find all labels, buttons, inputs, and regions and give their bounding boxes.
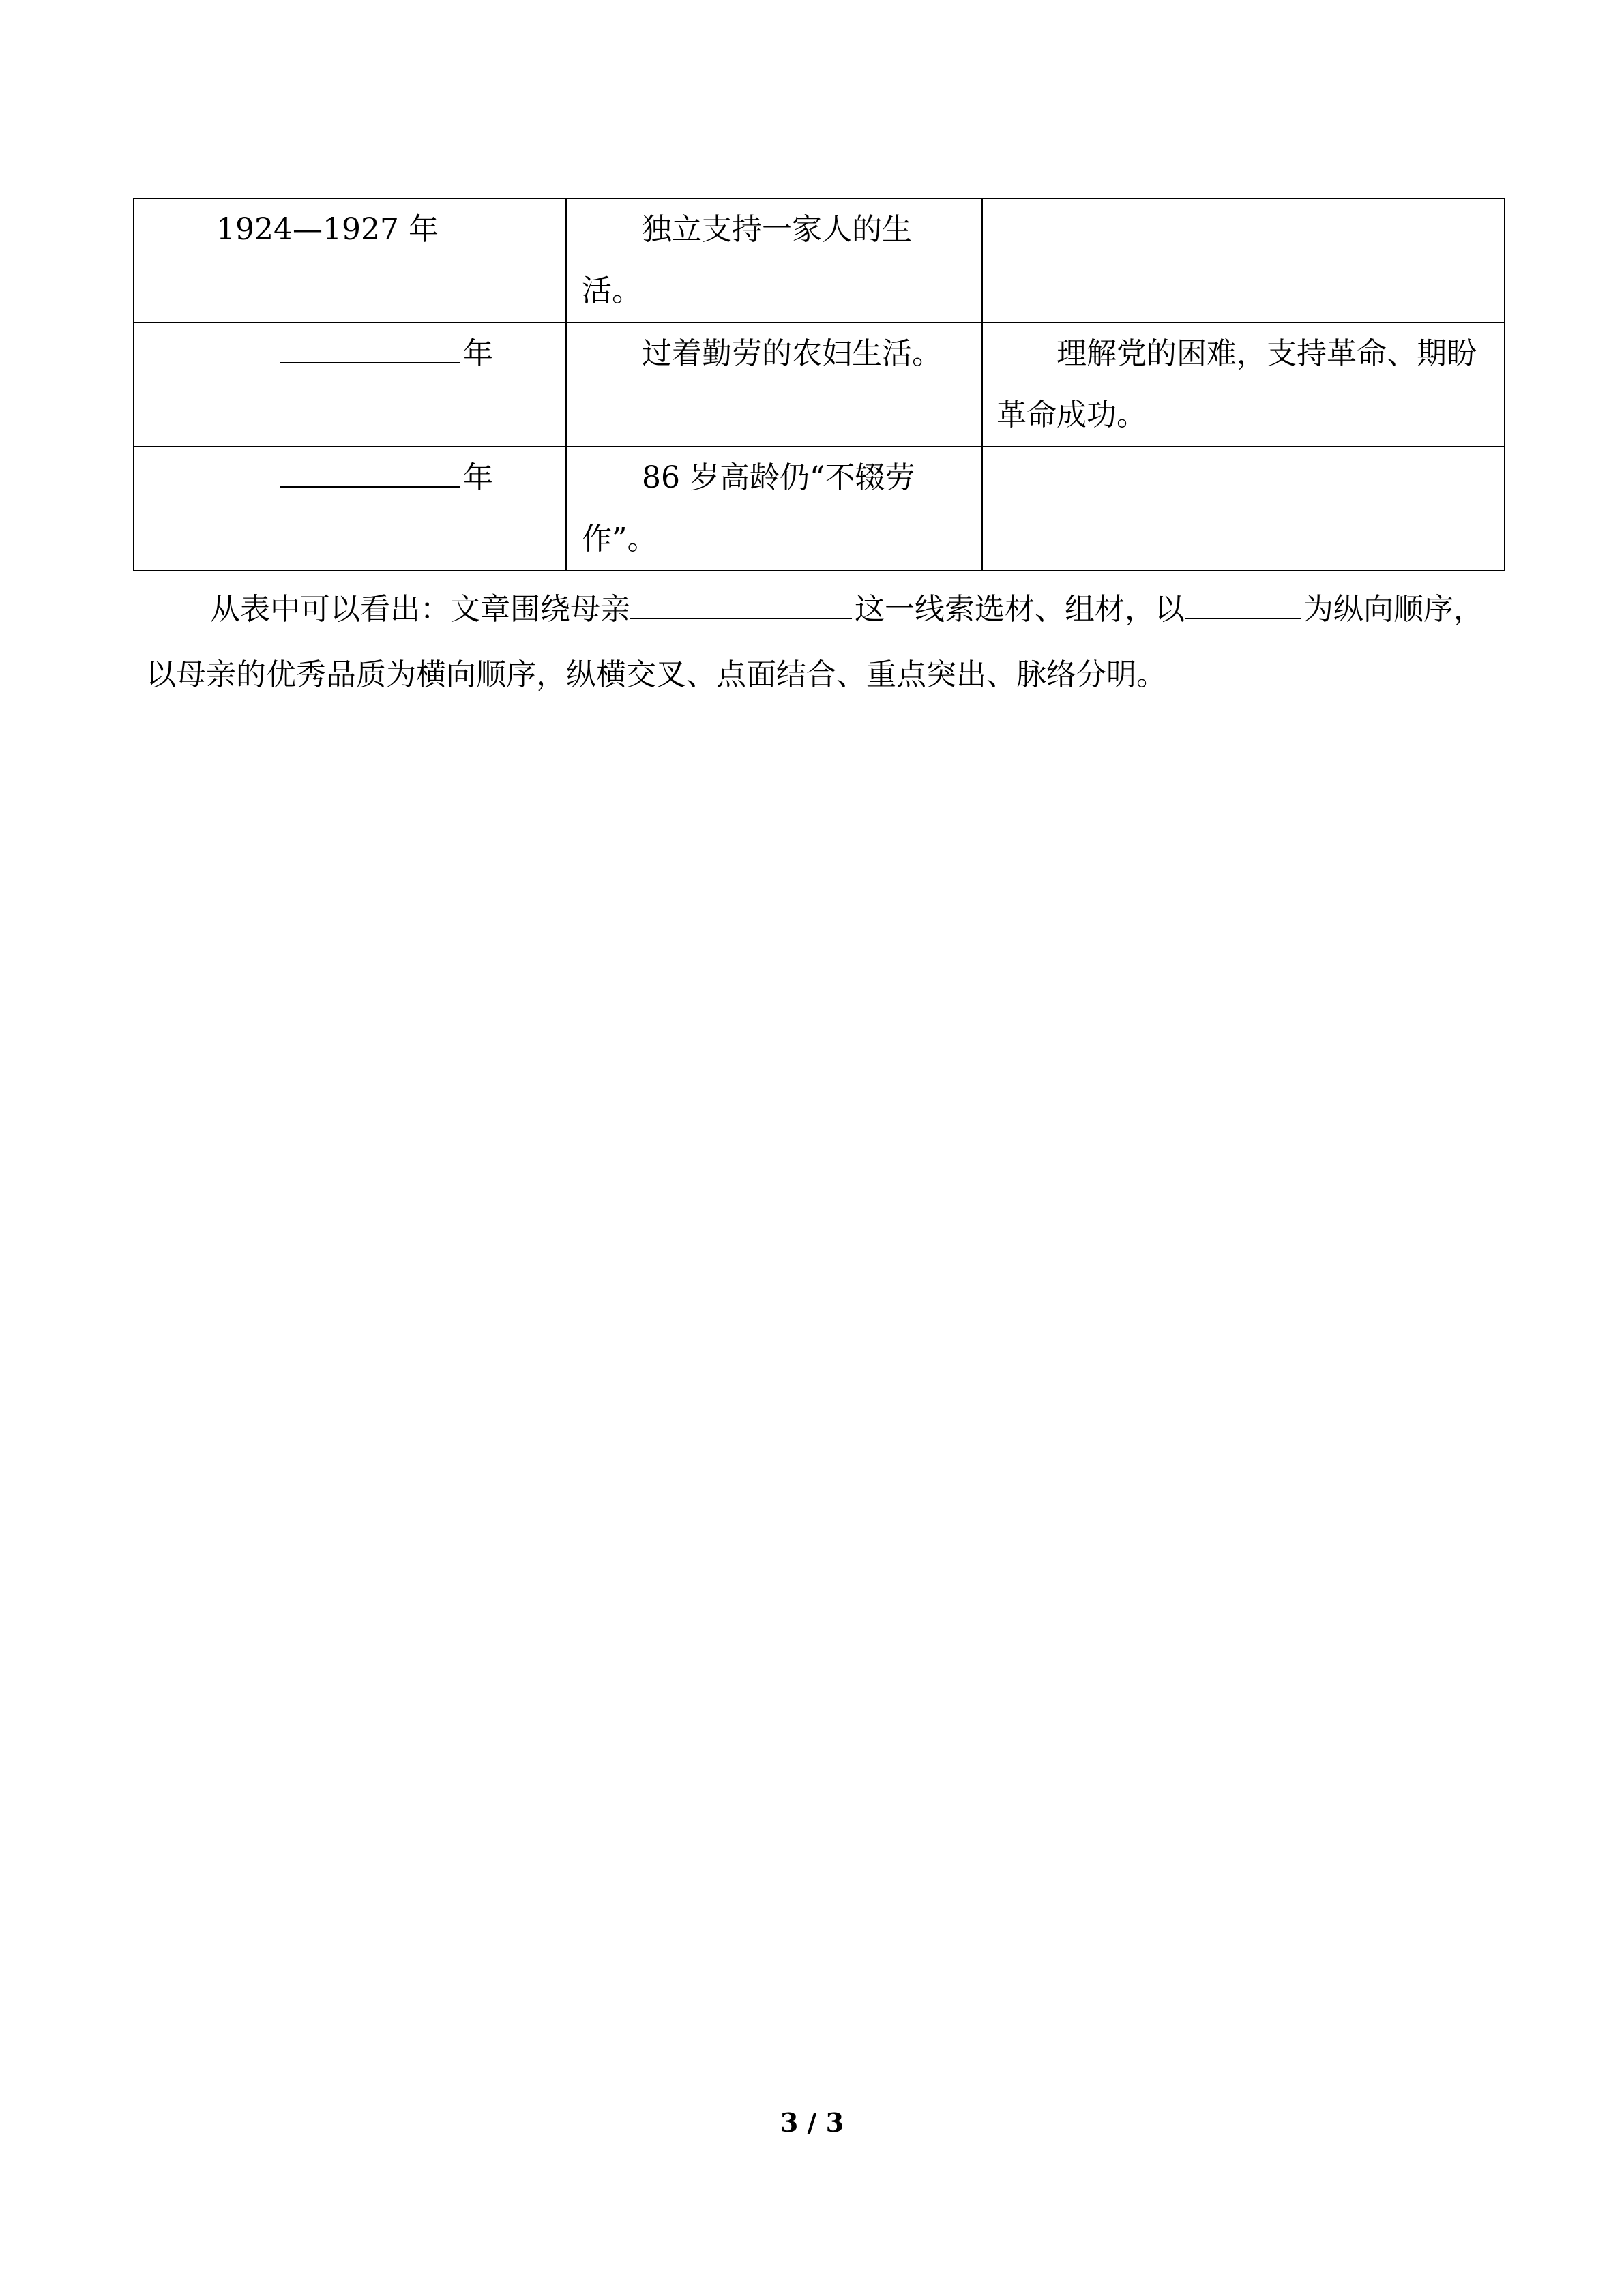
table-row [134,323,1505,447]
life-text: 独立支持一家人的生活。 [582,212,912,308]
table-row [134,447,1505,571]
summary-text-1: 从表中可以看出：文章围绕母亲 [210,592,630,627]
fill-in-blank[interactable] [280,455,460,488]
life-cell [566,323,982,447]
life-text: 86 岁高龄仍“不辍劳作”。 [582,460,915,556]
period-cell [134,198,566,323]
life-text: 过着勤劳的农妇生活。 [642,336,942,371]
summary-paragraph [146,577,1503,708]
fill-in-blank[interactable] [280,331,460,363]
quality-cell [982,198,1505,323]
summary-text-3: 为纵向顺序，以母亲的优秀品质为横向顺序，纵横交叉、点面结合、重点突出、脉络分明。 [146,592,1483,692]
period-text: 1924—1927 年 [216,212,439,247]
period-cell [134,323,566,447]
fill-in-blank-order[interactable] [1185,586,1301,619]
period-fill-in [134,447,565,509]
life-cell [566,198,982,323]
timeline-table [133,198,1505,571]
fill-in-blank-clue[interactable] [630,586,852,619]
period-suffix: 年 [463,336,493,371]
page-number: 3 / 3 [780,2107,844,2138]
period-fill-in [134,323,565,385]
table-row [134,198,1505,323]
summary-text-2: 这一线索选材、组材，以 [855,592,1185,627]
quality-cell [982,323,1505,447]
quality-text: 理解党的困难，支持革命、期盼革命成功。 [996,336,1477,432]
quality-cell [982,447,1505,571]
life-cell [566,447,982,571]
period-cell [134,447,566,571]
period-suffix: 年 [463,460,493,495]
